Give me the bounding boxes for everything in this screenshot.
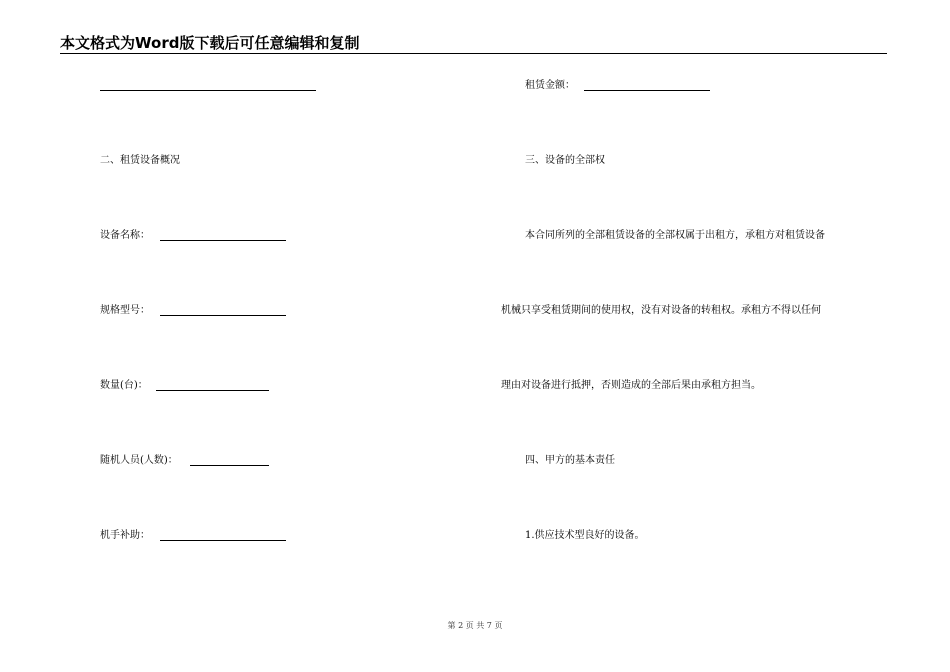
ownership-paragraph-line-1: 本合同所列的全部租赁设备的全部权属于出租方，承租方对租赁设备 <box>525 230 825 241</box>
quantity-label: 数量(台)： <box>100 380 148 391</box>
page-number-footer: 第 2 页 共 7 页 <box>447 621 503 630</box>
ownership-paragraph-line-2: 机械只享受租赁期间的使用权，没有对设备的转租权。承租方不得以任何 <box>501 305 821 316</box>
operator-subsidy-label: 机手补助： <box>100 530 150 541</box>
staff-count-blank <box>190 465 269 466</box>
document-header-title: 本文格式为Word版下载后可任意编辑和复制 <box>60 34 360 52</box>
rent-amount-blank <box>584 90 710 91</box>
rent-amount-label: 租赁金额： <box>525 80 575 91</box>
fill-blank-top-left <box>100 90 316 91</box>
equipment-name-blank <box>160 240 286 241</box>
ownership-paragraph-line-3: 理由对设备进行抵押，否则造成的全部后果由承租方担当。 <box>501 380 761 391</box>
spec-model-label: 规格型号： <box>100 305 150 316</box>
section-heading-party-a-duties: 四、甲方的基本责任 <box>525 455 615 466</box>
section-heading-equipment-overview: 二、租赁设备概况 <box>100 155 180 166</box>
header-divider <box>60 53 887 54</box>
operator-subsidy-blank <box>160 540 286 541</box>
spec-model-blank <box>160 315 286 316</box>
duty-item-1: 1.供应技术型良好的设备。 <box>525 530 645 541</box>
quantity-blank <box>156 390 269 391</box>
staff-count-label: 随机人员(人数)： <box>100 455 178 466</box>
section-heading-ownership: 三、设备的全部权 <box>525 155 605 166</box>
equipment-name-label: 设备名称： <box>100 230 150 241</box>
